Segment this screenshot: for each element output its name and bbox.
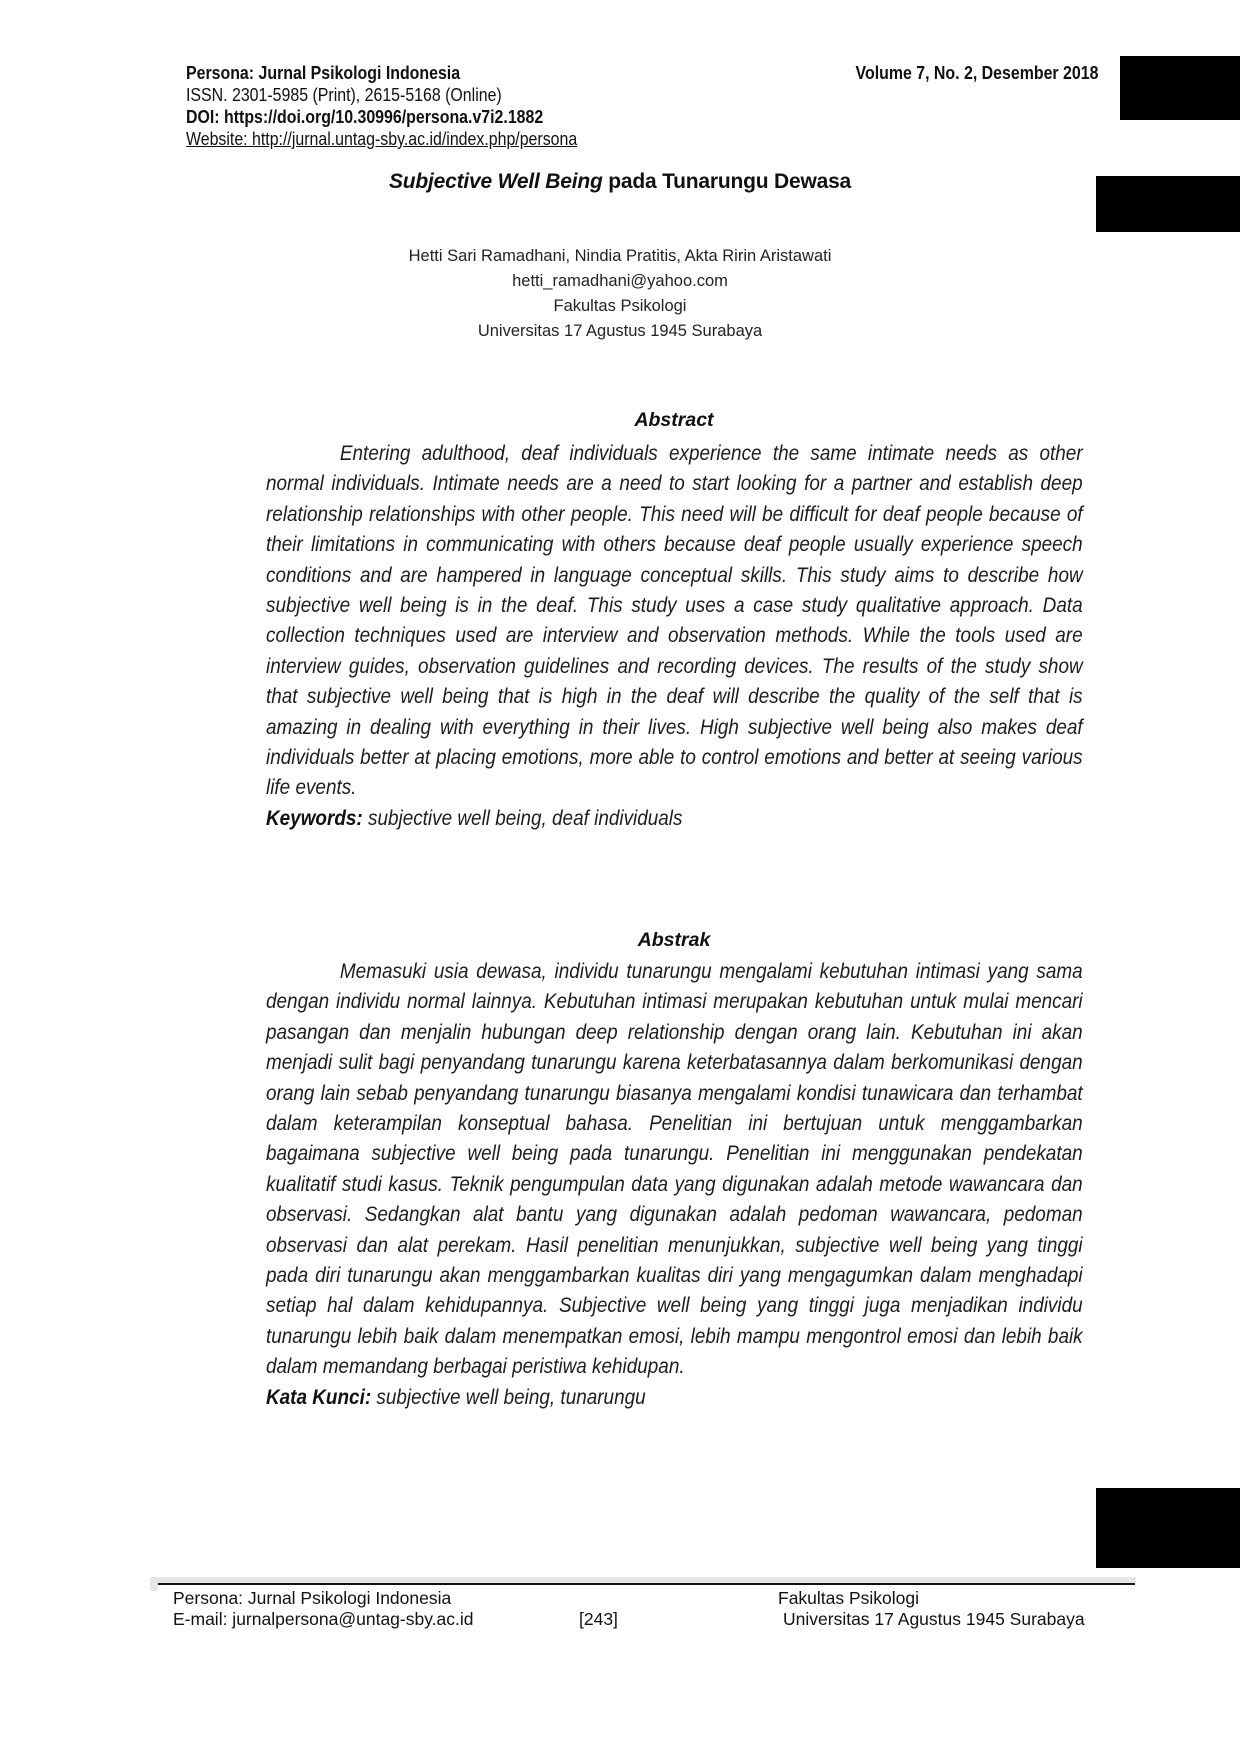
article-title-italic: Subjective Well Being xyxy=(388,170,603,193)
keywords-value: subjective well being, deaf individuals xyxy=(362,805,683,830)
abstract-id-section xyxy=(266,956,1083,1412)
author-block xyxy=(0,244,1240,344)
footer-journal-name: Persona: Jurnal Psikologi Indonesia xyxy=(173,1588,452,1608)
article-title-rest: pada Tunarungu Dewasa xyxy=(602,170,852,193)
article-title xyxy=(0,170,1240,194)
footer-corner xyxy=(150,1577,158,1591)
doi-link[interactable]: DOI: https://doi.org/10.30996/persona.v7i2.1882 xyxy=(186,106,544,127)
keywords-line xyxy=(266,803,1083,833)
author-faculty: Fakultas Psikologi xyxy=(553,297,687,315)
abstrak-heading: Abstrak xyxy=(637,929,711,951)
footer-rule xyxy=(158,1583,1135,1585)
journal-name: Persona: Jurnal Psikologi Indonesia xyxy=(186,62,461,83)
author-email: hetti_ramadhani@yahoo.com xyxy=(512,272,728,290)
redaction-block xyxy=(1096,1488,1240,1568)
kata-kunci-line xyxy=(266,1382,1083,1412)
abstract-heading: Abstract xyxy=(634,409,714,431)
authors: Hetti Sari Ramadhani, Nindia Pratitis, Akta Ririn Aristawati xyxy=(408,247,832,265)
keywords-label: Keywords: xyxy=(266,805,363,830)
abstract-id-body: Memasuki usia dewasa, individu tunarungu mengalami kebutuhan intimasi yang sama dengan individu normal lainnya. Kebutuhan intimasi merupakan kebutuhan untuk mulai mencari pasangan dan menjalin hubungan deep relationship dengan orang lain. Kebutuhan ini akan menjadi sulit bagi penyandang tunarungu karena keterbatasannya dalam berkomunikasi dengan orang lain sebab penyandang tunarungu biasanya mengalami kondisi tunawicara dan terhambat dalam keterampilan konseptual bahasa. Penelitian ini bertujuan untuk menggambarkan bagaimana subjective well being pada tunarungu. Penelitian ini menggunakan pendekatan kualitatif studi kasus. Teknik pengumpulan data yang digunakan adalah metode wawancara dan observasi. Sedangkan alat bantu yang digunakan adalah pedoman wawancara, pedoman observasi dan alat perekam. Hasil penelitian menunjukkan, subjective well being yang tinggi pada diri tunarungu akan menggambarkan kualitas diri yang mengagumkan dalam menghadapi setiap hal dalam kehidupannya. Subjective well being yang tinggi juga menjadikan individu tunarungu lebih baik dalam menempatkan emosi, lebih mampu mengontrol emosi dan lebih baik dalam memandang berbagai peristiwa kehidupan. xyxy=(266,959,1083,1379)
page-number: [243] xyxy=(579,1609,618,1629)
kata-kunci-value: subjective well being, tunarungu xyxy=(371,1384,646,1409)
issn: ISSN. 2301-5985 (Print), 2615-5168 (Online) xyxy=(186,84,502,105)
volume-info: Volume 7, No. 2, Desember 2018 xyxy=(855,62,1098,83)
author-university: Universitas 17 Agustus 1945 Surabaya xyxy=(477,322,763,340)
redaction-block xyxy=(1120,56,1240,120)
footer-university: Universitas 17 Agustus 1945 Surabaya xyxy=(783,1609,1085,1629)
kata-kunci-label: Kata Kunci: xyxy=(266,1384,372,1409)
website-link[interactable]: Website: http://jurnal.untag-sby.ac.id/index.php/persona xyxy=(186,128,578,149)
abstract-en-section xyxy=(266,438,1083,833)
footer-faculty: Fakultas Psikologi xyxy=(778,1588,920,1608)
abstract-en-body: Entering adulthood, deaf individuals experience the same intimate needs as other normal individuals. Intimate needs are a need to start looking for a partner and establish deep relationship relationships with other people. This need will be difficult for deaf people because of their limitations in communicating with others because deaf people usually experience speech conditions and are hampered in language conceptual skills. This study aims to describe how subjective well being is in the deaf. This study uses a case study qualitative approach. Data collection techniques used are interview and observation methods. While the tools used are interview guides, observation guidelines and recording devices. The results of the study show that subjective well being that is high in the deaf will describe the quality of the self that is amazing in dealing with everything in their lives. High subjective well being also makes deaf individuals better at placing emotions, more able to control emotions and better at seeing various life events. xyxy=(266,441,1083,800)
footer-email[interactable]: E-mail: jurnalpersona@untag-sby.ac.id xyxy=(173,1609,474,1629)
